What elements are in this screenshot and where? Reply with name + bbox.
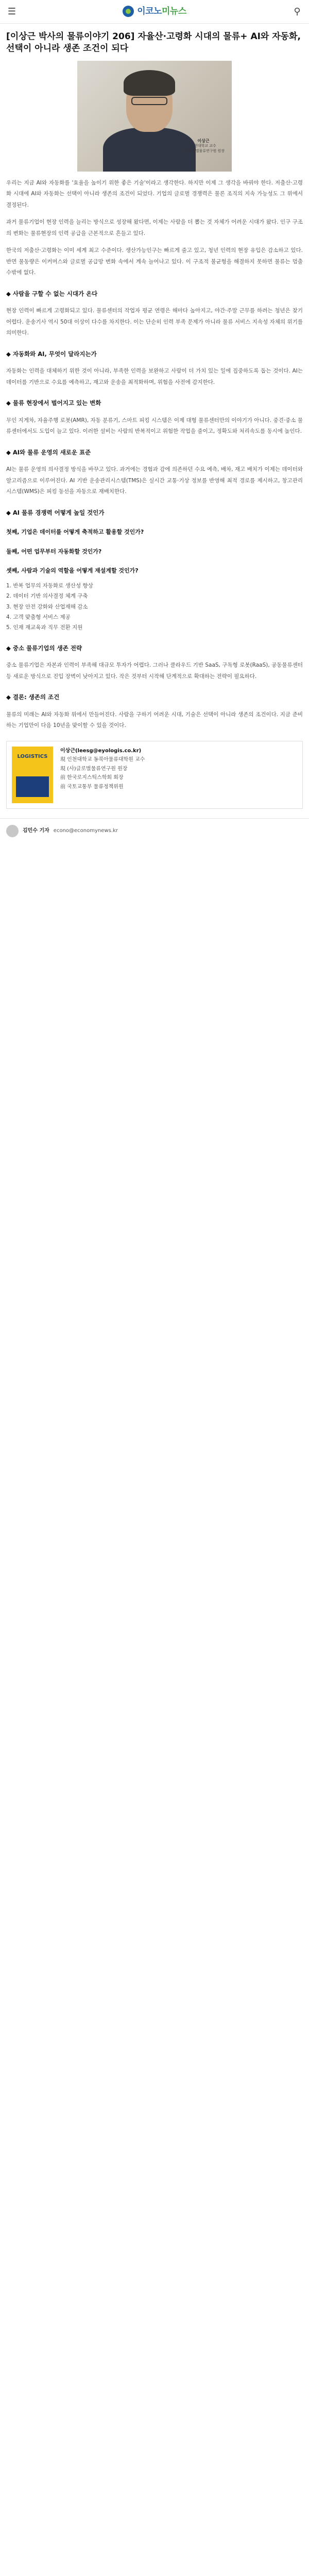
search-icon[interactable]: ⚲	[294, 6, 301, 17]
section-heading: ◆ 중소 물류기업의 생존 전략	[6, 644, 82, 652]
benefit-list	[6, 581, 303, 633]
author-email[interactable]: econo@economynews.kr	[53, 828, 118, 834]
question: 셋째, 사람과 기술의 역할을 어떻게 재설계할 것인가?	[6, 567, 139, 574]
paragraph: 자동화는 인력을 대체하기 위한 것이 아니라, 부족한 인력을 보완하고 사람이 더 가치 있는 일에 집중하도록 돕는 것이다. AI는 데이터를 기반으로 수요를 예측하고, 재고와 운송을 최적화하며, 위험을 사전에 감지한다.	[6, 368, 303, 385]
bio-line: 前 한국로지스틱스학회 회장	[60, 775, 124, 781]
author-bio	[6, 741, 303, 809]
paragraph: 중소 물류기업은 자본과 인력이 부족해 대규모 투자가 어렵다. 그러나 클라우드 기반 SaaS, 구독형 로봇(RaaS), 공동물류센터 등 새로운 방식으로 진입 장벽이 낮아지고 있다. 작은 것부터 시작해 단계적으로 확대하는 전략이 필요하다.	[6, 662, 303, 680]
avatar[interactable]	[6, 825, 19, 837]
paragraph: 우리는 지금 AI와 자동화를 '효율을 높이기 위한 좋은 기술'이라고 생각한다. 하지만 이제 그 생각을 바꿔야 한다. 저출산·고령화 시대에 AI와 자동화는 선택이 아니라 생존의 조건이 되었다. 기업의 글로벌 경쟁력은 물론 조직의 지속 가능성도 그 위에서 결정된다.	[6, 179, 303, 208]
question: 둘째, 어떤 업무부터 자동화할 것인가?	[6, 548, 102, 555]
bio-text	[60, 747, 145, 803]
menu-icon[interactable]: ☰	[7, 6, 16, 17]
photo-caption-line: (사)글로벌물류연구원 원장	[182, 148, 225, 153]
paragraph: 과거 물류기업이 현장 인력을 늘리는 방식으로 성장해 왔다면, 이제는 사람을 더 뽑는 것 자체가 어려운 시대가 왔다. 인구 구조의 변화는 물류현장의 인력 공급을 근본적으로 흔들고 있다.	[6, 219, 303, 236]
article-headline: [이상근 박사의 물류이야기 206] 자율산·고령화 시대의 물류+ AI와 자동화, 선택이 아니라 생존 조건이 되다	[6, 31, 301, 54]
section-heading: ◆ 결론: 생존의 조건	[6, 693, 60, 701]
author-row	[0, 818, 309, 843]
list-item: 4. 고객 맞춤형 서비스 제공	[6, 614, 71, 620]
bio-name: 이상근(leesg@eyologis.co.kr)	[60, 748, 142, 754]
site-logo[interactable]	[19, 3, 290, 20]
paragraph: 무인 지게차, 자율주행 로봇(AMR), 자동 분류기, 스마트 피킹 시스템은 이제 대형 물류센터만의 이야기가 아니다. 중견·중소 물류센터에서도 도입이 늘고 있다. 이러한 설비는 사람의 반복적이고 위험한 작업을 줄이고, 정확도와 처리속도를 동시에 높인다.	[6, 417, 303, 435]
bio-line: 現 인천대학교 동북아물류대학원 교수	[60, 757, 145, 763]
photo-caption-name: 이상근	[197, 138, 210, 143]
section-heading: ◆ 사람을 구할 수 없는 시대가 온다	[6, 290, 98, 297]
logo-mark-icon	[123, 6, 134, 17]
book-cover[interactable]	[12, 747, 53, 803]
author-photo	[77, 61, 232, 172]
paragraph: AI는 물류 운영의 의사결정 방식을 바꾸고 있다. 과거에는 경험과 감에 의존하던 수요 예측, 배차, 재고 배치가 이제는 데이터와 알고리즘으로 이루어진다. AI 기반 운송관리시스템(TMS)은 실시간 교통·기상 정보를 반영해 최적 경로를 제시하고, 창고관리시스템(WMS)은 피킹 동선을 자동으로 재배치한다.	[6, 466, 303, 495]
logo-text: 이코노미뉴스	[137, 6, 186, 16]
section-heading: ◆ 물류 현장에서 벌어지고 있는 변화	[6, 399, 101, 407]
article-body	[0, 24, 309, 809]
bio-line: 現 (사)글로벌물류연구원 원장	[60, 766, 128, 772]
paragraph: 물류의 미래는 AI와 자동화 위에서 만들어진다. 사람을 구하기 어려운 시대, 기술은 선택이 아니라 생존의 조건이다. 지금 준비하는 기업만이 다음 10년을 맞이할 수 있을 것이다.	[6, 711, 303, 729]
photo-caption-line: 인천대학교 교수	[191, 144, 216, 148]
top-bar	[0, 0, 309, 24]
bio-line: 前 국토교통부 물류정책위원	[60, 784, 124, 790]
paragraph: 한국의 저출산·고령화는 이미 세계 최고 수준이다. 생산가능인구는 빠르게 줄고 있고, 청년 인력의 현장 유입은 감소하고 있다. 반면 물동량은 이커머스와 글로벌 공급망 변화 속에서 계속 늘어나고 있다. 이 구조적 불균형을 해결하지 못하면 물류는 멈출 수밖에 없다.	[6, 247, 303, 276]
section-heading: ◆ 자동화와 AI, 무엇이 달라지는가	[6, 350, 97, 358]
photo-caption	[180, 138, 227, 154]
author-name[interactable]: 김민수 기자	[23, 828, 49, 834]
list-item: 1. 반복 업무의 자동화로 생산성 향상	[6, 582, 93, 589]
section-heading: ◆ AI 물류 경쟁력 어떻게 높일 것인가	[6, 509, 105, 516]
list-item: 3. 현장 안전 강화와 산업재해 감소	[6, 603, 88, 610]
paragraph: 현장 인력이 빠르게 고령화되고 있다. 물류센터의 작업자 평균 연령은 해마다 높아지고, 야간·주말 근무를 하려는 청년은 찾기 어렵다. 운송기사 역시 50대 이상이 다수를 차지한다. 이는 단순히 인력 부족 문제가 아니라 물류 서비스 지속성 자체의 위기를 의미한다.	[6, 308, 303, 336]
list-item: 5. 인재 재교육과 직무 전환 지원	[6, 624, 83, 631]
list-item: 2. 데이터 기반 의사결정 체계 구축	[6, 593, 88, 600]
book-title: LOGISTICS	[17, 753, 48, 759]
question: 첫째, 기업은 데이터를 어떻게 축적하고 활용할 것인가?	[6, 529, 144, 536]
section-heading: ◆ AI와 물류 운영의 새로운 표준	[6, 448, 91, 456]
